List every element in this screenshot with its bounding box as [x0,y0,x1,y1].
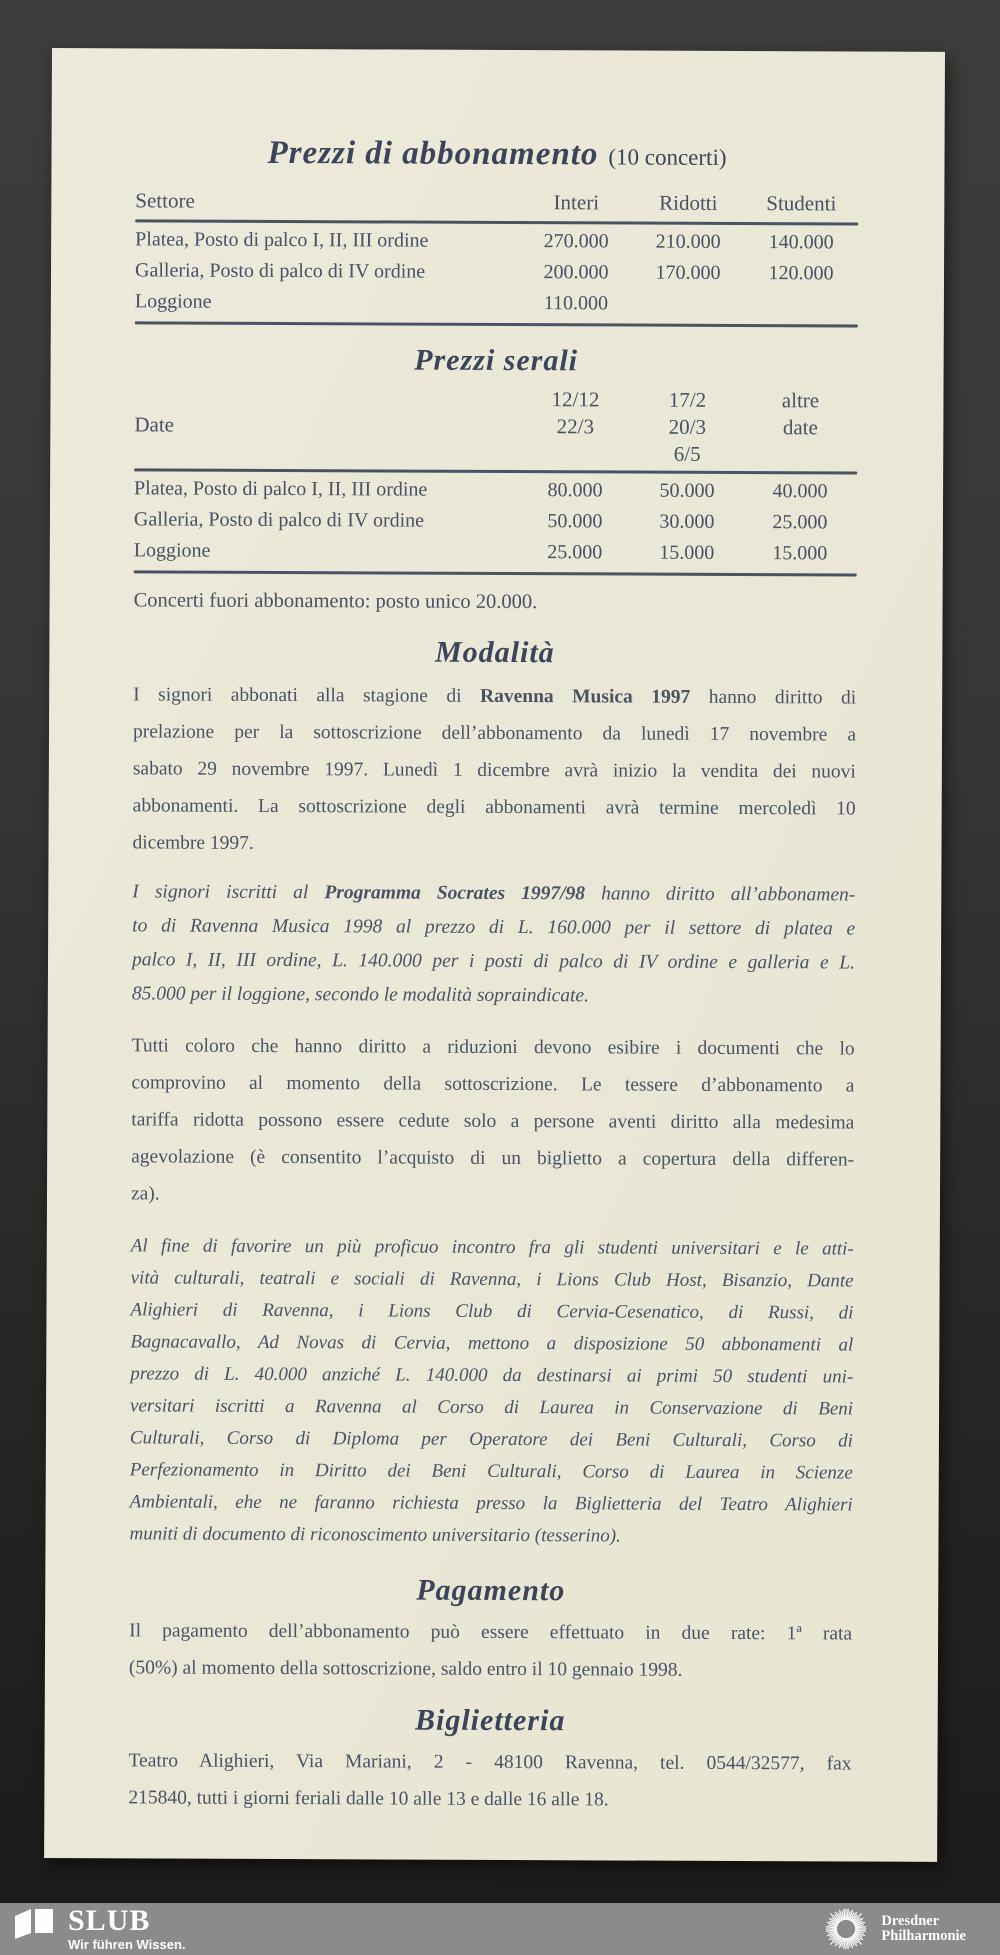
row-value: 25.000 [772,511,828,534]
table-row [135,224,858,258]
table-row [134,504,857,538]
text-line: Alighieri di Ravenna, i Lions Club di Cervia-Cesenatico, di Russi, di [130,1299,854,1324]
text-line: tariffa ridotta possono essere cedute solo a persone aventi diritto alla medesima [131,1109,855,1134]
text-line: 85.000 per il loggione, secondo le modalità sopraindicate. [131,983,590,1007]
slub-book-icon [14,1907,54,1940]
text-line: muniti di documento di riconoscimento universitario (tesserino). [129,1523,621,1547]
philharmonie-line1: Dresdner [881,1912,940,1929]
serali-table-body [134,473,857,569]
text-line: Tutti coloro che hanno diritto a riduzioni devono esibire i documenti che lo [131,1035,855,1060]
text-line: to di Ravenna Musica 1998 al prezzo di L. 160.000 per il settore di platea e [132,915,856,940]
footer-banner [0,1903,1000,1955]
table-rule [134,570,857,576]
philharmonie-logo [823,1906,966,1952]
biglietteria-paragraph [128,1742,851,1819]
modalita-paragraph-2 [132,875,856,1014]
philharmonie-line2: Philharmonie [881,1928,966,1944]
column-header: altre date [781,388,820,440]
slub-tagline: Wir führen Wissen. [68,1936,186,1952]
column-header: Date [134,412,175,437]
text-line: vità culturali, teatrali e sociali di Ravenna, i Lions Club Host, Bisanzio, Dante [130,1267,854,1292]
column-header: 17/2 20/3 6/5 [668,387,707,466]
row-value: 210.000 [655,230,721,253]
table-row [135,255,858,289]
slub-wordmark: SLUB [68,1903,151,1937]
document-page [44,48,945,1862]
serali-table [134,384,858,576]
table-row [134,473,857,507]
modalita-paragraph-4 [129,1230,853,1553]
fuori-abbonamento-note: Concerti fuori abbonamento: posto unico 20.000. [133,589,538,614]
modalita-title: Modalità [434,635,555,670]
slub-logo [14,1903,186,1952]
abbonamento-title-suffix: (10 concerti) [608,144,727,170]
text-line: (50%) al momento della sottoscrizione, saldo entro il 10 gennaio 1998. [128,1657,683,1681]
text-line: za). [130,1183,160,1205]
row-value: 15.000 [772,542,828,565]
serali-table-header [134,384,857,468]
row-value: 40.000 [772,480,828,503]
row-label: Platea, Posto di palco I, II, III ordine [134,477,428,501]
table-row [135,286,858,320]
slub-text [68,1903,186,1952]
text-line: Il pagamento dell’abbonamento può essere effettuato in due rate: 1ª rata [129,1620,853,1645]
column-header: 12/12 22/3 [551,387,600,439]
modalita-paragraph-3 [131,1027,855,1215]
row-value: 50.000 [547,510,603,533]
text-line: abbonamenti. La sottoscrizione degli abbonamenti avrà termine mercoledì 10 [132,795,856,820]
text-line: versitari iscritti a Ravenna al Corso di Laurea in Conservazione di Beni [130,1395,854,1420]
abbonamento-table [135,185,859,327]
text-line: Culturali, Corso di Diploma per Operatore dei Beni Culturali, Corso di [129,1427,853,1452]
row-value: 50.000 [659,479,715,502]
text-line: dicembre 1997. [132,832,254,854]
text-line: I signori abbonati alla stagione di Ravenna Musica 1997 hanno diritto di [133,684,857,709]
text-line: I signori iscritti al Programma Socrates 1997/98 hanno diritto all’abbonamen- [132,881,856,906]
biglietteria-title: Biglietteria [414,1703,566,1738]
abbonamento-table-header [135,185,858,219]
pagamento-paragraph [129,1612,852,1689]
pagamento-title: Pagamento [416,1573,566,1608]
row-value: 80.000 [547,479,603,502]
column-header: Interi [553,190,600,215]
text-line: prelazione per la sottoscrizione dell’abbonamento da lunedì 17 novembre a [132,721,857,746]
text-line: 215840, tutti i giorni feriali dalle 10 alle 13 e dalle 16 alle 18. [128,1787,609,1811]
column-header: Studenti [766,191,837,216]
text-line: palco I, II, III ordine, L. 140.000 per i posti di palco di IV ordine e galleria e L. [131,949,856,974]
abbonamento-title [135,134,858,174]
row-label: Galleria, Posto di palco di IV ordine [133,508,425,532]
text-line: sabato 29 novembre 1997. Lunedì 1 dicembre avrà inizio la vendita dei nuovi [132,758,856,783]
row-value: 110.000 [543,292,609,315]
serali-title: Prezzi serali [414,343,579,378]
text-line: prezzo di L. 40.000 anziché L. 140.000 da destinarsi ai primi 50 studenti uni- [130,1363,854,1388]
row-label: Loggione [133,539,211,562]
table-row [134,535,857,569]
row-value: 140.000 [768,231,834,254]
text-line: Teatro Alighieri, Via Mariani, 2 - 48100 Ravenna, tel. 0544/32577, fax [128,1750,852,1775]
abbonamento-title-text: Prezzi di abbonamento [267,134,599,173]
philharmonie-sunburst-icon [823,1906,869,1952]
column-header: Settore [135,188,195,213]
text-line: Perfezionamento in Diritto dei Beni Culturali, Corso di Laurea in Scienze [129,1459,853,1484]
philharmonie-text [881,1914,966,1945]
row-value: 170.000 [655,261,721,284]
table-rule [135,321,858,327]
text-line: Ambientali, ehe ne faranno richiesta presso la Biglietteria del Teatro Alighieri [129,1491,853,1516]
text-line: agevolazione (è consentito l’acquisto di un biglietto a copertura della differen- [131,1146,855,1171]
row-value: 200.000 [543,261,609,284]
row-value: 15.000 [659,541,715,564]
column-header: Ridotti [659,190,718,215]
text-line: Al fine di favorire un più proficuo incontro fra gli studenti universitari e le atti- [130,1235,854,1260]
row-label: Galleria, Posto di palco di IV ordine [134,259,426,283]
text-line: comprovino al momento della sottoscrizione. Le tessere d’abbonamento a [131,1072,855,1097]
modalita-paragraph-1 [132,676,856,864]
row-value: 25.000 [547,541,603,564]
row-value: 30.000 [659,510,715,533]
abbonamento-table-body [135,224,858,320]
row-label: Platea, Posto di palco I, II, III ordine [135,228,429,252]
row-value: 120.000 [768,262,834,285]
text-line: Bagnacavallo, Ad Novas di Cervia, mettono a disposizione 50 abbonamenti al [130,1331,854,1356]
row-value: 270.000 [543,230,609,253]
row-label: Loggione [134,290,212,313]
